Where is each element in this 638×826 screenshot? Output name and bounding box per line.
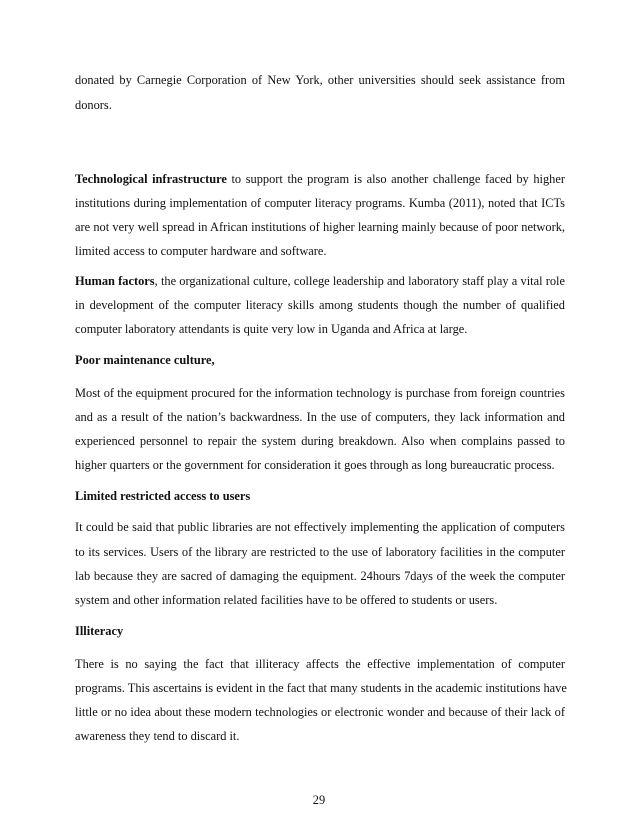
text-line: computer laboratory attendants is quite very low in Uganda and Africa at large. [75, 322, 468, 336]
section-heading-poor-maintenance: Poor maintenance culture, [75, 353, 215, 367]
text-line: and as a result of the nation’s backwardness. In the use of computers, they lack information and [75, 410, 565, 424]
section-heading-limited-access: Limited restricted access to users [75, 489, 251, 503]
inline-heading-human-factors: Human factors [75, 274, 155, 288]
text-line: donated by Carnegie Corporation of New York, other universities should seek assistance from [75, 73, 565, 87]
text-line: experienced personnel to repair the system during breakdown. Also when complains passed to [75, 434, 565, 448]
inline-heading-technological-infrastructure: Technological infrastructure [75, 172, 227, 186]
text-line: awareness they tend to discard it. [75, 729, 240, 743]
paragraph-line-with-heading [75, 274, 565, 289]
text-line: are not very well spread in African institutions of higher learning mainly because of poor network, [75, 220, 565, 234]
section-heading-illiteracy: Illiteracy [75, 624, 124, 638]
text-line: donors. [75, 98, 112, 112]
text-line: lab because they are sacred of damaging the equipment. 24hours 7days of the week the computer [75, 569, 565, 583]
text-line: to its services. Users of the library are restricted to the use of laboratory facilities in the computer [75, 545, 565, 559]
text-line: little or no idea about these modern technologies or electronic wonder and because of their lack of [75, 705, 565, 719]
page-number: 29 [312, 793, 326, 807]
text-run: to support the program is also another challenge faced by higher [226, 172, 565, 186]
text-line: limited access to computer hardware and software. [75, 244, 327, 258]
text-line: in development of the computer literacy skills among students though the number of qualified [75, 298, 565, 312]
text-line: programs. This ascertains is evident in the fact that many students in the academic institutions have [75, 681, 567, 695]
paragraph-line-with-heading [75, 172, 565, 187]
text-line: Most of the equipment procured for the information technology is purchase from foreign countries [75, 386, 565, 400]
text-line: higher quarters or the government for consideration it goes through as long bureaucratic process. [75, 458, 555, 472]
text-line: There is no saying the fact that illiteracy affects the effective implementation of computer [75, 657, 565, 671]
text-line: system and other information related facilities have to be offered to students or users. [75, 593, 498, 607]
text-run: , the organizational culture, college leadership and laboratory staff play a vital role [154, 274, 566, 288]
text-line: It could be said that public libraries are not effectively implementing the application of computers [75, 520, 565, 534]
text-line: institutions during implementation of computer literacy programs. Kumba (2011), noted that ICTs [75, 196, 565, 210]
